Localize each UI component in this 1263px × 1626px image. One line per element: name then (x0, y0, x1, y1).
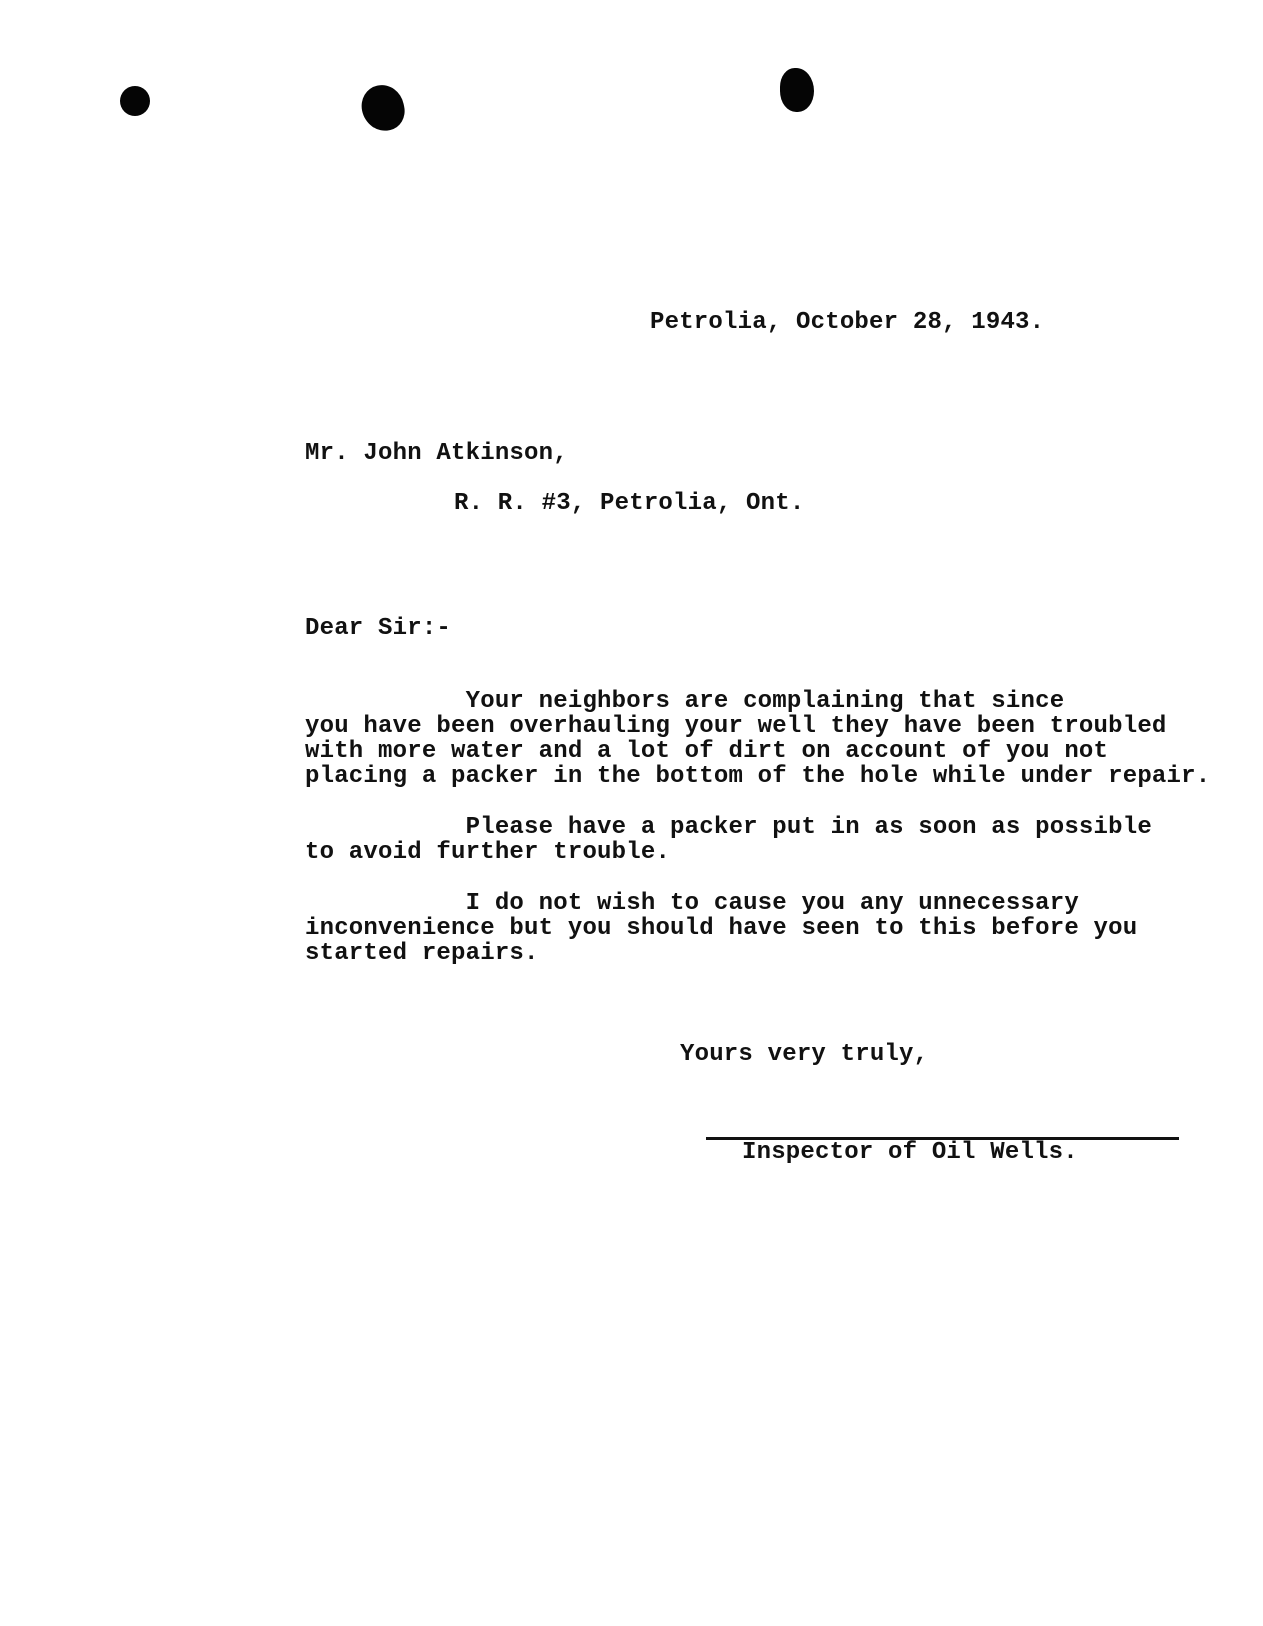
punch-hole (780, 68, 814, 112)
letter-date: Petrolia, October 28, 1943. (650, 309, 1045, 336)
punch-hole (120, 86, 150, 116)
salutation: Dear Sir:- (305, 615, 452, 642)
recipient-address: R. R. #3, Petrolia, Ont. (454, 490, 805, 517)
recipient-name: Mr. John Atkinson, (305, 440, 568, 467)
punch-hole (358, 81, 409, 135)
closing: Yours very truly, (680, 1041, 929, 1068)
signature-title: Inspector of Oil Wells. (742, 1139, 1078, 1166)
body-paragraph: Please have a packer put in as soon as possible to avoid further trouble. (305, 814, 1152, 866)
body-paragraph: I do not wish to cause you any unnecessary inconvenience but you should have seen to this before you started repairs. (305, 890, 1138, 967)
body-paragraph: Your neighbors are complaining that since you have been overhauling your well they have been troubled with more water and a lot of dirt on account of you not placing a packer in the bottom of the hole while under repair. (305, 688, 1211, 790)
